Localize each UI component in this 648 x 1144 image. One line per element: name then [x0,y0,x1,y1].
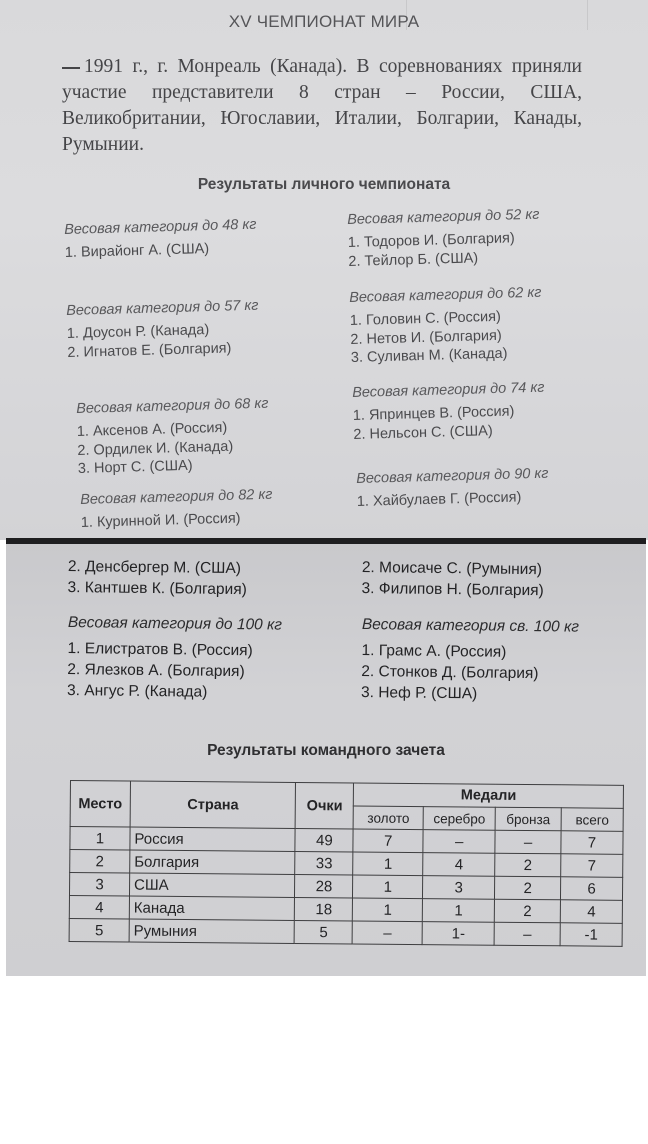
cell-points: 5 [295,920,353,944]
result-line: 3. Ангус Р. (Канада) [66,681,208,701]
result-line: 3. Кантшев К. (Болгария) [67,578,247,599]
category-90-continued [361,557,544,601]
bottom-page-photo [6,538,646,976]
cell-silver: 3 [423,876,495,900]
result-line: 2. Стонков Д. (Болгария) [361,662,539,683]
top-page-photo [0,0,648,540]
category-title: Весовая категория до 62 кг [349,284,542,306]
cell-silver: – [423,830,495,854]
result-line: 2. Нельсон С. (США) [353,422,493,443]
result-line: 2. Денсбергер М. (США) [67,557,242,578]
cell-bronze: – [494,922,560,946]
cell-place: 2 [70,850,130,874]
cell-points: 49 [295,828,353,852]
cell-place: 5 [69,918,129,942]
cell-points: 18 [295,897,353,921]
result-line: 2. Ялезков А. (Болгария) [67,660,245,681]
cell-bronze: 2 [495,876,561,900]
cell-place: 1 [70,827,130,851]
cell-total: 7 [561,854,623,878]
cell-place: 3 [69,873,129,897]
cell-place: 4 [69,896,129,920]
cell-gold: 1 [353,898,423,922]
result-line: 1. Головин С. (Россия) [349,308,502,329]
cell-country: Россия [130,827,296,851]
cell-points: 33 [295,851,353,875]
result-line: 2. Тейлор Б. (США) [348,249,479,270]
result-line: 1. Елистратов В. (Россия) [67,639,253,660]
category-title: Весовая категория до 82 кг [80,486,273,508]
personal-results-heading: Результаты личного чемпионата [197,176,451,193]
result-line: 2. Нетов И. (Болгария) [350,327,502,348]
cell-gold: 1 [353,852,423,876]
category-title: Весовая категория до 90 кг [356,465,549,487]
category-90 [356,466,549,512]
cell-silver: 1- [422,922,494,946]
result-line: 1. Доусон Р. (Канада) [66,322,210,342]
paper [6,544,646,976]
result-line: 2. Ордилек И. (Канада) [77,438,234,459]
cell-silver: 4 [423,853,495,877]
header-medals: Медали [354,783,624,808]
cell-bronze: 2 [495,853,561,877]
category-48 [64,217,257,263]
category-title: Весовая категория до 52 кг [347,206,540,228]
category-title: Весовая категория до 100 кг [67,614,283,634]
cell-bronze: – [495,830,561,854]
category-52 [347,207,541,271]
category-title: Весовая категория до 68 кг [76,395,269,417]
category-title: Весовая категория до 48 кг [64,216,257,238]
category-57 [66,298,260,362]
dash-mark [62,67,80,69]
cell-silver: 1 [423,899,495,923]
category-74 [352,380,546,444]
header-bronze: бронза [495,807,561,831]
result-line: 3. Филипов Н. (Болгария) [361,579,544,600]
cell-gold: – [352,921,422,945]
header-silver: серебро [423,807,495,831]
category-82-continued [67,556,247,600]
header-gold: золото [353,806,423,830]
category-title: Весовая категория до 57 кг [66,297,259,319]
team-results-table [69,780,624,947]
result-line: 3. Норт С. (США) [77,457,193,477]
category-82 [80,487,273,533]
result-line: 3. Суливан М. (Канада) [350,345,508,366]
cell-country: Румыния [129,919,295,943]
result-line: 2. Моисаче С. (Румыния) [361,558,543,579]
result-line: 1. Куринной И. (Россия) [80,510,241,531]
running-head: XV ЧЕМПИОНАТ МИРА [228,12,420,31]
cell-total: 6 [561,877,623,901]
result-line: 1. Грамс А. (Россия) [361,641,507,661]
cell-country: Канада [129,896,295,920]
result-line: 1. Япринцев В. (Россия) [352,403,515,424]
cell-total: -1 [560,923,622,947]
cell-total: 4 [560,900,622,924]
cell-total: 7 [561,831,623,855]
category-title: Весовая категория св. 100 кг [361,616,580,636]
result-line: 1. Тодоров И. (Болгария) [347,230,515,251]
result-line: 1. Вирайонг А. (США) [64,240,210,261]
category-62 [349,285,543,368]
result-line: 2. Игнатов Е. (Болгария) [67,339,232,361]
cell-country: Болгария [130,850,296,874]
category-title: Весовая категория до 74 кг [352,379,545,401]
category-over-100 [361,616,579,706]
table-row [69,918,622,946]
cell-country: США [129,873,295,897]
category-68 [76,396,270,479]
team-results-heading: Результаты командного зачета [207,742,445,759]
header-country: Страна [130,781,296,828]
cell-bronze: 2 [494,899,560,923]
result-line: 3. Неф Р. (США) [360,683,478,703]
intro-paragraph [62,54,582,158]
cell-gold: 1 [353,875,423,899]
header-place: Место [70,781,130,828]
category-100 [67,614,282,704]
cell-points: 28 [295,874,353,898]
result-line: 1. Аксенов А. (Россия) [76,419,228,440]
header-points: Очки [296,782,354,829]
cell-gold: 7 [353,829,423,853]
intro-text: 1991 г., г. Монреаль (Канада). В соревнованиях приняли участие представители 8 стран – России, США, Великобритании, Югославии, Италии, Болгарии, Канады, Румынии. [62,56,582,155]
header-total: всего [561,808,623,832]
result-line: 1. Хайбулаев Г. (Россия) [356,489,522,510]
